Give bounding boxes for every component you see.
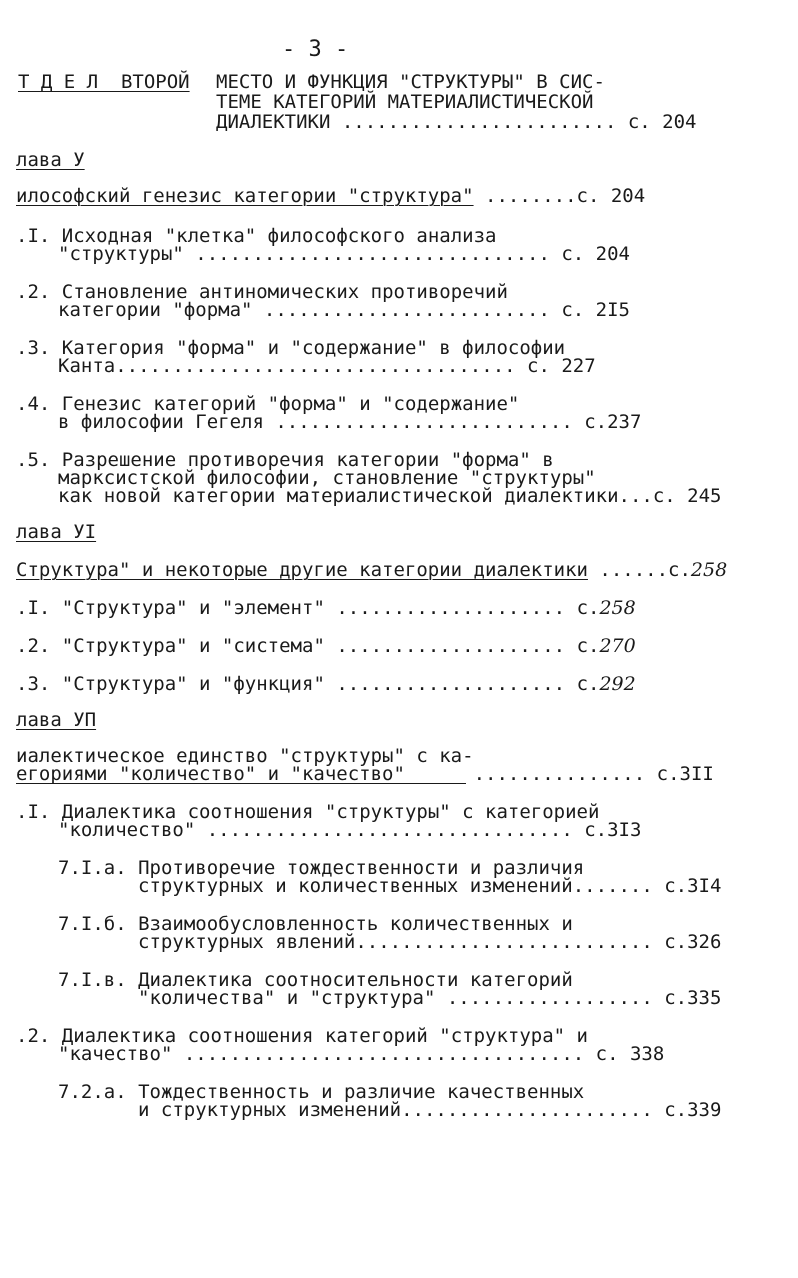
toc-entry-5-5-cont1: марксистской философии, становление "структуры" (58, 467, 596, 489)
section-title-line1: МЕСТО И ФУНКЦИЯ "СТРУКТУРЫ" В СИС- (216, 71, 605, 93)
toc-page: с.3I4 (664, 875, 722, 897)
toc-entry-5-3-cont: Канта................................... с. 227 (58, 355, 596, 377)
toc-entry-7-1-cont: "количество" ................................ с.3I3 (58, 819, 642, 841)
section-label: Т Д Е Л ВТОРОЙ (18, 71, 190, 93)
chapter5-label: лава У (16, 149, 85, 171)
toc-entry-7-1-b-cont: структурных явлений.......................... с.326 (138, 931, 722, 953)
chapter7-title-line1: иалектическое единство "структуры" с ка- (16, 745, 474, 767)
toc-entry-6-3: .3. "Структура" и "функция" .................... с.292 (16, 673, 636, 695)
section-title-line3: ДИАЛЕКТИКИ ........................ с. 204 (216, 111, 697, 133)
toc-page: с.3I3 (584, 819, 642, 841)
toc-page: с.326 (664, 931, 722, 953)
section-page: с. 204 (627, 111, 697, 133)
toc-page: с. 2I5 (561, 299, 630, 321)
toc-entry-7-2-a-cont: и структурных изменений...................... с.339 (138, 1099, 722, 1121)
toc-entry-5-2-cont: категории "форма" ......................... с. 2I5 (58, 299, 630, 321)
toc-entry-5-1: .I. Исходная "клетка" философского анализа (16, 225, 497, 247)
toc-entry-7-1-v: 7.I.в. Диалектика соотносительности категорий (58, 969, 573, 991)
toc-entry-7-1: .I. Диалектика соотношения "структуры" с категорией (16, 801, 600, 823)
toc-entry-5-4: .4. Генезис категорий "форма" и "содержание" (16, 393, 520, 415)
chapter5-page: с. 204 (576, 185, 646, 207)
toc-entry-5-3: .3. Категория "форма" и "содержание" в философии (16, 337, 566, 359)
toc-entry-7-2-cont: "качество" ................................... с. 338 (58, 1043, 665, 1065)
toc-page: с.335 (664, 987, 722, 1009)
toc-page: 258 (599, 597, 636, 619)
toc-page: с. 204 (561, 243, 630, 265)
toc-page: с.339 (664, 1099, 722, 1121)
chapter5-title: илософский генезис категории "структура" (16, 185, 474, 207)
toc-entry-7-2: .2. Диалектика соотношения категорий "структура" и (16, 1025, 588, 1047)
chapter5-leader: ........ (473, 185, 577, 207)
chapter6-label: лава УI (16, 521, 97, 543)
toc-page: с. 245 (652, 485, 722, 507)
toc-entry-7-2-a: 7.2.а. Тождественность и различие качественных (58, 1081, 585, 1103)
chapter7-title-underline (16, 783, 466, 784)
chapter6-title: Структура" и некоторые другие категории диалектики (16, 559, 588, 581)
toc-entry-5-1-cont: "структуры" ............................... с. 204 (58, 243, 630, 265)
toc-entry-6-1: .I. "Структура" и "элемент" .................... с.258 (16, 597, 636, 619)
chapter5-title-row (16, 186, 645, 206)
toc-entry-5-5-cont2: как новой категории материалистической диалектики...с. 245 (58, 485, 722, 507)
section-leader: ........................ (341, 111, 617, 133)
toc-page: с.237 (584, 411, 642, 433)
section-title-line2: ТЕМЕ КАТЕГОРИЙ МАТЕРИАЛИСТИЧЕСКОЙ (216, 91, 594, 113)
toc-entry-7-1-a: 7.I.а. Противоречие тождественности и различия (58, 857, 585, 879)
toc-page: с. 227 (527, 355, 596, 377)
toc-entry-5-2: .2. Становление антиномических противоречий (16, 281, 508, 303)
toc-entry-7-1-v-cont: "количества" и "структура" .................. с.335 (138, 987, 722, 1009)
toc-entry-5-4-cont: в философии Гегеля .......................... с.237 (58, 411, 642, 433)
chapter7-title-line2: егориями "количество" и "качество" ............... с.3II (16, 763, 714, 785)
toc-entry-6-2: .2. "Структура" и "система" .................... с.270 (16, 635, 636, 657)
toc-page: 270 (599, 635, 636, 657)
page-number: - 3 - (282, 37, 349, 62)
toc-page: 258 (690, 559, 728, 581)
toc-entry-5-5: .5. Разрешение противоречия категории "форма" в (16, 449, 554, 471)
toc-page: 292 (599, 673, 636, 695)
toc-page: с. 338 (595, 1043, 665, 1065)
toc-entry-7-1-b: 7.I.б. Взаимообусловленность количественных и (58, 913, 573, 935)
chapter7-label: лава УП (16, 709, 97, 731)
chapter6-title-row: Структура" и некоторые другие категории диалектики ......с.258 (16, 559, 728, 581)
toc-page: с.3II (656, 763, 714, 785)
toc-entry-7-1-a-cont: структурных и количественных изменений....... с.3I4 (138, 875, 722, 897)
